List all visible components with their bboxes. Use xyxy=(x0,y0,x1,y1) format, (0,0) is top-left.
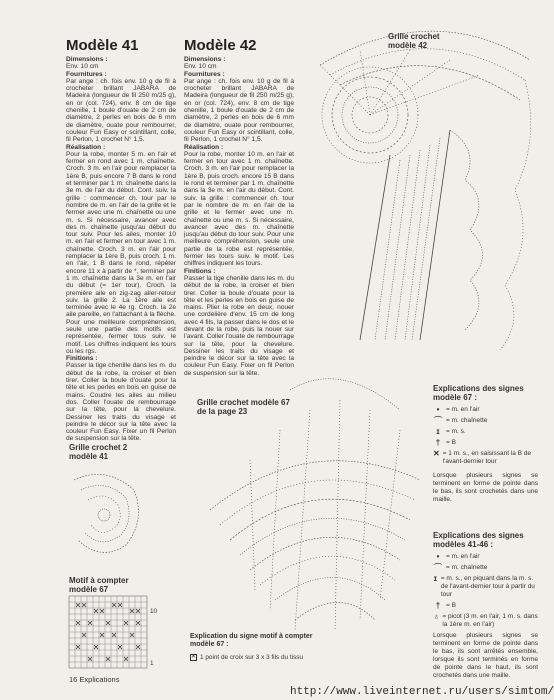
cross-stitch-mark xyxy=(118,603,122,607)
cross-stitch-mark xyxy=(118,645,122,649)
cross-stitch-icon: ✕ xyxy=(191,654,197,660)
legend41-item xyxy=(433,613,538,629)
crochet-diagram-67 xyxy=(200,350,430,650)
m42-supplies-head: Fournitures : xyxy=(184,70,225,78)
cross-stitch-mark xyxy=(112,633,116,637)
m42-fin-head: Finitions : xyxy=(184,267,216,275)
legend41-title: Explications des signes modèles 41-46 : xyxy=(433,531,524,549)
cross-stitch-mark xyxy=(88,621,92,625)
legend67-item xyxy=(433,428,538,436)
crochet-diagram-41-wing xyxy=(66,470,146,560)
legend-67 xyxy=(433,384,538,504)
cross-stitch-mark xyxy=(94,609,98,613)
legend67-item xyxy=(433,450,538,466)
legend67-text: = 1 m. s., en saisissant la B de l'avant-dernier tour xyxy=(442,450,532,465)
cross-stitch-mark xyxy=(76,603,80,607)
m41-real: Pour la robe, monter 5 m. en l'air et fermer en rond avec 1 m. chaînette. Croch. 3 m. en l'air pour remplacer la 1ère B, puis encore 7 B dans le rond et terminer par 1 m. chaînette dans la 3e m. de l'air du début. Cont. suiv. la grille : commencer ch. tour par le nombre de m. en l'air de la grille et le fermer avec une m. chaînette ou une m. s. Si nécessaire, avancer avec des m. chaînette jusqu'au début du tour suiv. Pour les ailes, monter 10 m. en l'air et fermer en tour avec 1 m. chaînette. Croch. 3 m. en l'air pour remplacer la 1ère B, puis croch. 1 m. en l'air, 1 B dans le rond, répéter encore 11 x à partir de *, terminer par 1 m. chaînette dans la 3e m. en l'air du début (= 1er tour). Croch. la première aile en zig-zag aller-retour suiv. la grille 2. La 1ère aile est terminée avec le 4e rg. Croch. la 2e aile pareille, en l'attachant à la flèche. Pour une meilleure compréhension, seule une partie des motifs est représentée, fermer tous suiv. le motif. Les chiffres indiquent les tours ou les rgs. xyxy=(66,150,176,355)
single-crochet-icon: ɪ xyxy=(433,574,438,583)
cross-stitch-mark xyxy=(106,621,110,625)
cross-stitch-mark xyxy=(136,609,140,613)
double-crochet-icon: † xyxy=(435,438,441,447)
cross-stitch-mark xyxy=(82,603,86,607)
m42-dims-head: Dimensions : xyxy=(184,56,226,63)
motif67-label: Motif à compter modèle 67 xyxy=(69,576,129,594)
cross-stitch-mark xyxy=(106,657,110,661)
cross-stitch-mark xyxy=(130,633,134,637)
slip-stitch-icon: ⌒ xyxy=(434,563,442,572)
double-crochet-icon: † xyxy=(435,601,441,610)
m42-real: Pour la robe, monter 10 m. en l'air et fermer en tour avec 1 m. chaînette. Croch. 3 m. en l'air pour remplacer la 1ère B, puis croch. encore 15 B dans le rond et terminer par 1 m. chaînette dans la 3e m. en l'air du début. Cont. suiv. la grille : commencer ch. tour par le nombre de m. en l'air de la grille et le fermer avec une m. chaînette ou une m. s. Si nécessaire, avancer avec des m. chaînette jusqu'au début du tour suiv. Pour une meilleure compréhension, seule une partie de la robe est représentée, fermer les tours suiv. le motif. Les chiffres indiquent les tours. xyxy=(184,150,294,268)
legend41-text: = m. chaînette xyxy=(446,564,488,571)
legend41-item xyxy=(433,564,538,572)
legend41-note: Lorsque plusieurs signes se terminent en forme de pointe dans le bas, ils sont arrêtés ensemble, lorsque ils sont terminés en forme de pointe dans le haut, ils sont crochetés dans une maille. xyxy=(433,632,538,679)
legend41-item xyxy=(433,602,538,610)
expl-motif-row xyxy=(190,654,303,661)
m42-dims: Env. 10 cm xyxy=(184,63,217,71)
legend41-text: = picot (3 m. en l'air, 1 m. s. dans la 1ère m. en l'air) xyxy=(442,613,538,628)
grid-number-10: 10 xyxy=(150,608,158,615)
cross-stitch-mark xyxy=(94,645,98,649)
m41-fin-head: Finitions : xyxy=(66,355,98,363)
legend41-item xyxy=(433,553,538,561)
legend67-item xyxy=(433,406,538,414)
grille2-41-label: Grille crochet 2 modèle 41 xyxy=(69,443,128,461)
legend67-item xyxy=(433,439,538,447)
legend67-title: Explications des signes modèle 67 : xyxy=(433,384,524,402)
cross-stitch-mark xyxy=(100,609,104,613)
page-footer: 16 Explications xyxy=(69,675,120,684)
single-crochet-icon: ɪ xyxy=(436,427,440,436)
cross-stitch-mark xyxy=(112,603,116,607)
model41-text xyxy=(66,56,176,443)
chain-stitch-icon: • xyxy=(436,552,440,561)
crochet-diagram-42 xyxy=(300,20,541,350)
legend67-text: = m. chaînette xyxy=(446,417,488,424)
cross-stitch-mark xyxy=(88,657,92,661)
cross-stitch-mark xyxy=(100,633,104,637)
legend41-text: = B xyxy=(446,602,456,609)
legend67-text: = m. en l'air xyxy=(446,406,480,413)
cross-stitch-mark xyxy=(136,645,140,649)
cross-stitch-icon: ✕ xyxy=(433,449,440,458)
legend67-text: = m. s. xyxy=(446,428,466,435)
cross-stitch-mark xyxy=(82,633,86,637)
legend67-item xyxy=(433,417,538,425)
model41-title: Modèle 41 xyxy=(66,37,139,54)
m41-fin: Passer la tige chenille dans les m. du début de la robe, la croiser et bien tirer. Coller la boule d'ouate pour la tête et les perles en bois en guise de mains. Coudre les ailes au milieu dos. Coller l'ouate de rembourrage sur la tête, pour la chevelure. Dessiner les traits du visage et peindre le décor sur la tête avec la couleur Fun Easy. Fixer un fil Perlon de suspension sur la tête. xyxy=(66,362,176,443)
expl-motif-title: Explication du signe motif à compter modèle 67 : xyxy=(190,633,313,648)
legend67-text: = B xyxy=(446,439,456,446)
legend41-text: = m. s., en piquant dans la m. s. de l'avant-dernier tour à partir du tour xyxy=(440,575,535,598)
cross-stitch-grid-67 xyxy=(69,596,147,668)
expl-motif-text: 1 point de croix sur 3 x 3 fils du tissu xyxy=(200,654,304,661)
model42-title: Modèle 42 xyxy=(184,37,257,54)
model42-text xyxy=(184,56,294,377)
grid-number-1: 1 xyxy=(150,660,154,667)
grille42-label: Grille crochet modèle 42 xyxy=(388,32,440,50)
chain-stitch-icon: • xyxy=(436,405,440,414)
m42-fin: Passer la tige chenille dans les m. du début de la robe, la croiser et bien tirer. Coller la boule d'ouate pour la tête et les perles en bois en guise de mains. Plier la robe en deux, nouer une cordelière d'env. 15 cm de long avec 4 fils, la passer dans le dos et le devant de la robe, puis la nouer sur l'avant. Coller l'ouate de rembourrage sur la tête, pour la chevelure. Dessiner les traits du visage et peindre le décor sur la tête avec la couleur Fun Easy. Fixer un fil Perlon de suspension sur la tête. xyxy=(184,274,294,377)
m41-dims: Env. 10 cm xyxy=(66,63,99,71)
m41-supplies-head: Fournitures : xyxy=(66,70,107,78)
m41-real-head: Réalisation : xyxy=(66,143,106,151)
source-url: http://www.liveinternet.ru/users/simtom/ xyxy=(290,686,554,698)
picot-icon: ♁ xyxy=(433,612,440,621)
cross-stitch-mark xyxy=(130,609,134,613)
cross-stitch-mark xyxy=(124,621,128,625)
slip-stitch-icon: ⌒ xyxy=(434,416,442,425)
legend67-note: Lorsque plusieurs signes se terminent en forme de pointe dans le bas, ils sont crochetés dans une maille. xyxy=(433,472,538,503)
cross-stitch-mark xyxy=(124,657,128,661)
legend41-item xyxy=(433,575,538,599)
grille67-label: Grille crochet modèle 67 de la page 23 xyxy=(197,398,290,416)
legend41-text: = m. en l'air xyxy=(446,553,480,560)
m42-real-head: Réalisation : xyxy=(184,143,224,151)
cross-stitch-mark xyxy=(136,621,140,625)
m41-supplies: Par ange : ch. fois env. 10 g de fil à crocheter brillant JABARA de Madeira (longueur de fil 250 m/25 g), en or (col. 724), env. 8 cm de tige chenille, 1 boule d'ouate de 2 cm de diamètre, 2 perles en bois de 6 mm de diamètre, ouate pour rembourrer, couleur Fun Easy or scintillant, colle, fil Perlon, 1 crochet N° 1,5. xyxy=(66,77,176,144)
legend-41-46 xyxy=(433,531,538,680)
cross-stitch-mark xyxy=(76,621,80,625)
cross-stitch-mark xyxy=(76,645,80,649)
m42-supplies: Par ange : ch. fois env. 10 g de fil à crocheter brillant JABARA de Madeira (longueur de fil 250 m/25 g), en or (col. 724), env. 8 cm de tige chenille, 1 boule d'ouate de 2 cm de diamètre, 2 perles en bois de 6 mm de diamètre, ouate pour rembourrer, couleur Fun Easy or scintillant, colle, fil Perlon, 1 crochet N° 1,5. xyxy=(184,77,294,144)
m41-dims-head: Dimensions : xyxy=(66,56,108,63)
